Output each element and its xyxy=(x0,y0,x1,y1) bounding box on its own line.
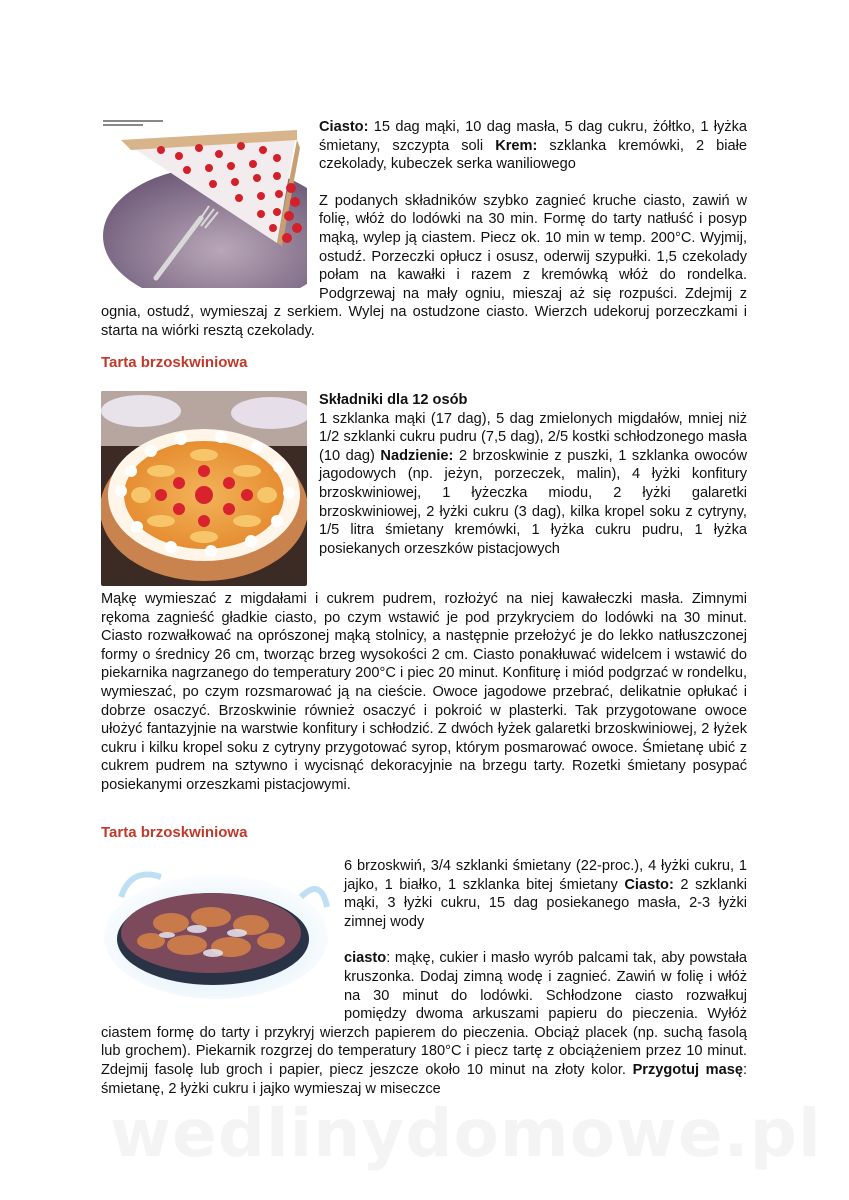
watermark-text xyxy=(110,1095,750,1172)
filling-ingredients: 2 brzoskwinie z puszki, 1 szklanka owoców jagodowych (np. jeżyn, porzeczek, malin), 4 łyżki konfitury brzoskwiniowej, 1 łyżeczka miodu, 2 łyżki galaretki brzoskwiniowej, 2 łyżki cukru (3 dag), kilka kropel soku z cytryny, 1/5 litra śmietany kremówki, 1 łyżka cukru pudru, 1 łyżka posiekanych orzeszków pistacjowych xyxy=(319,447,747,557)
method-label-masa: Przygotuj masę xyxy=(632,1061,743,1078)
dough-ingredients: 1 szklanka mąki (17 dag), 5 dag zmielonych migdałów, mniej niż 1/2 szklanki cukru pudru (7,5 dag), 2/5 kostki schłodzonego masła (10 dag) xyxy=(319,410,747,464)
recipe-2-title: Tarta brzoskwiniowa xyxy=(101,354,248,371)
recipe-2-method: Mąkę wymieszać z migdałami i cukrem pudrem, rozłożyć na niej kawałeczki masła. Zimnymi rękoma zagnieść gładkie ciasto, po czym wstawić je pod przykryciem do lodówki na 30 minut. Ciasto rozwałkować na oprószonej mąką stolnicy, a następnie przełożyć je do lekko natłuszczonej formy o średnicy 26 cm, tworząc brzeg wysokości 2 cm. Ciasto ponakłuwać widelcem i wstawić do piekarnika nagrzanego do temperatury 200°C i piec 20 minut. Konfiturę i miód podgrzać w rondelku, wymieszać, po czym rozsmarować ją na cieście. Owoce jagodowe przebrać, delikatnie opłukać i dobrze osaczyć. Brzoskwinie również osaczyć i pokroić w plasterki. Tak przygotowane owoce ułożyć fantazyjnie na warstwie konfitury i schłodzić. Z dwóch łyżek galaretki brzoskwiniowej, 2 łyżek cukru i kilku kropel soku z cytryny przygotować syrop, którym posmarować owoce. Śmietanę ubić z cukrem pudrem na sztywno i wycisnąć dekoracyjnie na brzegu tarty. Rozetki śmietany posypać posiekanymi orzeszkami pistacjowymi. xyxy=(101,591,747,793)
recipe-2 xyxy=(101,391,747,795)
label-krem: Krem: xyxy=(495,137,538,154)
recipe-3-title: Tarta brzoskwiniowa xyxy=(101,824,248,841)
krem-ingredients: szklanka kremówki, 2 białe czekolady, kubeczek serka waniliowego xyxy=(319,137,747,173)
filling-ingredients-3: 6 brzoskwiń, 3/4 szklanki śmietany (22-proc.), 4 łyżki cukru, 1 jajko, 1 białko, 1 szklanka bitej śmietany xyxy=(344,858,747,893)
peach-tart-photo xyxy=(101,391,307,586)
recipe-1 xyxy=(101,118,747,341)
method-label-ciasto: ciasto xyxy=(344,950,387,967)
currant-tart-photo xyxy=(101,118,307,288)
method-text-b: : śmietanę, 2 łyżki cukru i jajko wymieszaj w miseczce xyxy=(101,1061,747,1097)
peach-pie-photo xyxy=(101,857,331,1007)
ciasto-ingredients: 15 dag mąki, 10 dag masła, 5 dag cukru, żółtko, 1 łyżka śmietany, szczypta soli xyxy=(319,119,747,154)
method-text-a: : mąkę, cukier i masło wyrób palcami tak, aby powstała kruszonka. Dodaj zimną wodę i zagnieć. Zawiń w folię i włóż na 30 minut do lodówki. Schłodzone ciasto rozwałkuj pomiędzy dwoma arkuszami papieru do pieczenia. Wyłóż ciastem formę do tarty i przykryj wierzch papierem do pieczenia. Obciąż placek (np. suchą fasolą lub grochem). Piekarnik rozgrzej do temperatury 180°C i piecz tartę z obciążeniem przez 10 minut. Zdejmij fasolę lub groch i papier, piecz jeszcze około 10 minut na złoty kolor. xyxy=(101,950,747,1078)
label-ciasto-3: Ciasto: xyxy=(624,876,674,893)
dough-ingredients-3: 2 szklanki mąki, 3 łyżki cukru, 15 dag posiekanego masła, 2-3 łyżki zimnej wody xyxy=(344,876,747,930)
servings-heading: Składniki dla 12 osób xyxy=(319,392,468,408)
recipe-1-method: Z podanych składników szybko zagnieć kruche ciasto, zawiń w folię, włóż do lodówki na 30 min. Formę do tarty natłuść i posyp mąką, wylep ją ciastem. Piecz ok. 10 min w temp. 200°C. Wyjmij, ostudź. Porzeczki opłucz i osusz, oderwij szypułki. 1,5 czekolady połam na kawałki i razem z kremówką włóż do rondelka. Podgrzewaj na mały ogniu, mieszaj aż się rozpuści. Zdejmij z ognia, ostudź, wymieszaj z serkiem. Wylej na ostudzone ciasto. Wierzch udekoruj porzeczkami i starta na wiórki resztą czekolady. xyxy=(101,192,747,339)
recipe-3 xyxy=(101,857,747,1098)
label-nadzienie: Nadzienie: xyxy=(380,447,454,464)
label-ciasto: Ciasto: xyxy=(319,119,369,135)
